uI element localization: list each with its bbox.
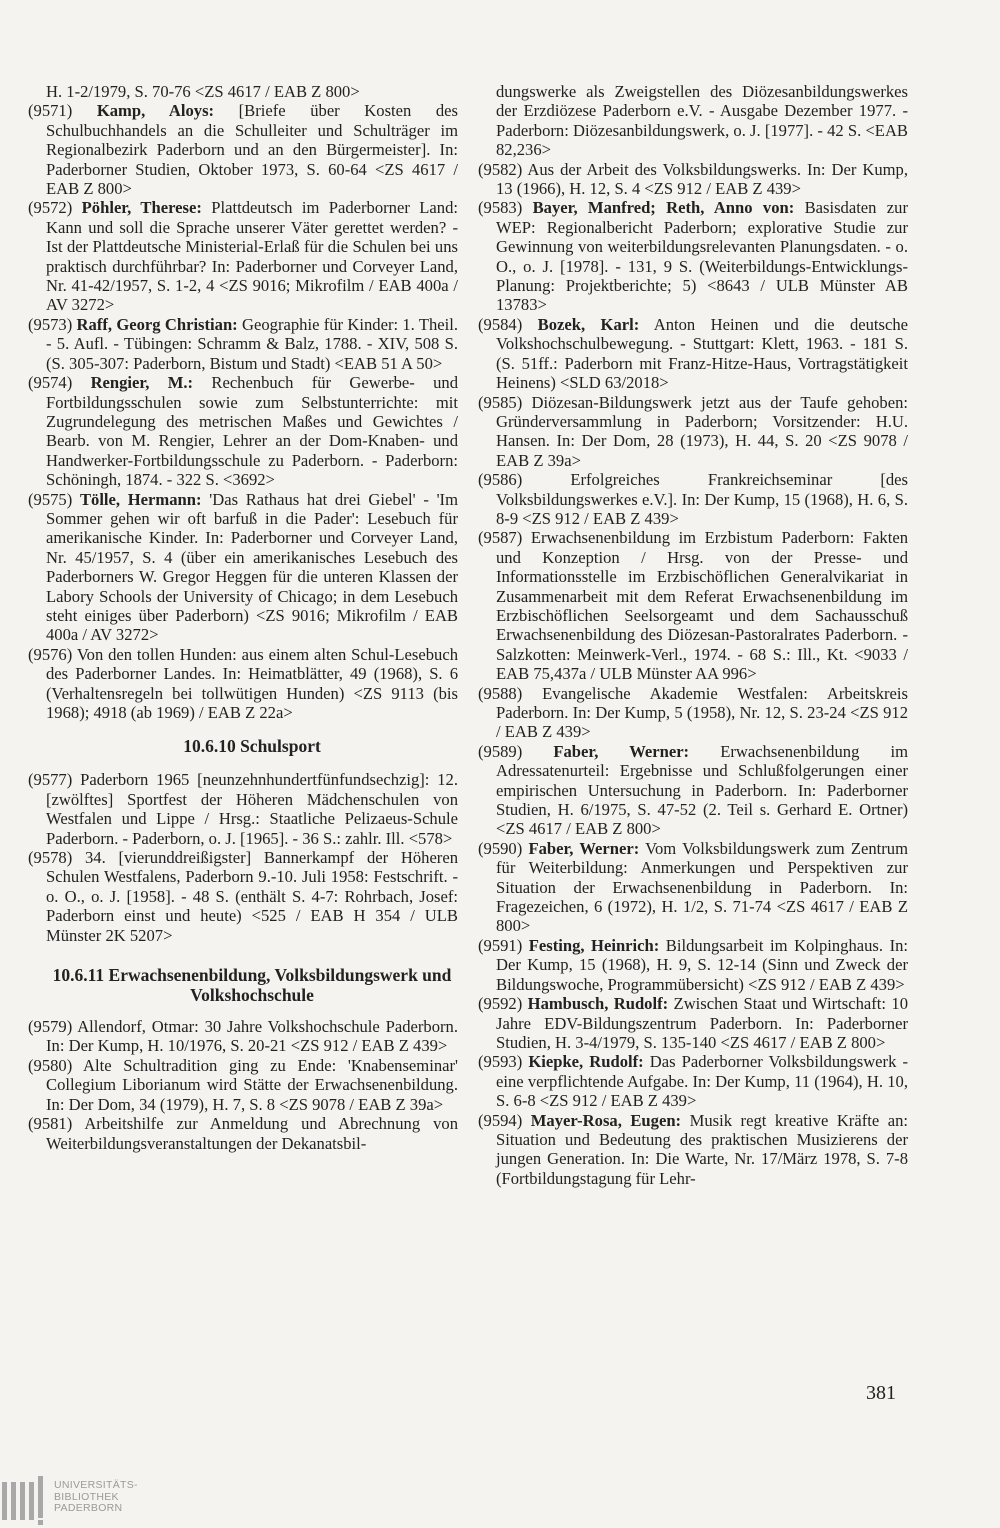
entry-9590: (9590) Faber, Werner: Vom Volksbildungswerk zum Zentrum für Weiterbildung: Anmerkungen und Perspektiven zur Situation der Erwachsenenbildung in Paderborn. In: Fragezeichen, 6 (1972), H. 1/2, S. 71-74 <ZS 4617 / EAB Z 800> xyxy=(478,838,909,936)
entry-9580: (9580) Alte Schultradition ging zu Ende: 'Knabenseminar' Collegium Liborianum wird Stätte der Erwachsenenbildung. In: Der Dom, 34 (1979), H. 7, S. 8 <ZS 9078 / EAB Z 39a> xyxy=(28,1055,458,1114)
entry-9588: (9588) Evangelische Akademie Westfalen: Arbeitskreis Paderborn. In: Der Kump, 5 (1958), Nr. 12, S. 23-24 <ZS 912 / EAB Z 439> xyxy=(478,683,908,742)
entry-9586: (9586) Erfolgreiches Frankreichseminar [des Volksbildungswerkes e.V.]. In: Der Kump, 15 (1968), H. 6, S. 8-9 <ZS 912 / EAB Z 439> xyxy=(478,470,909,528)
section-heading-schulsport: 10.6.10 Schulsport xyxy=(183,736,321,757)
entry-9594: (9594) Mayer-Rosa, Eugen: Musik regt kreative Kräfte an: Situation und Bedeutung des praktischen Musizierens der jungen Generation. In: Die Warte, Nr. 17/März 1978, S. 7-8 (Fortbildungstagung für Lehr- xyxy=(478,1110,908,1188)
entry-9575: (9575) Tölle, Hermann: 'Das Rathaus hat drei Giebel' - 'Im Sommer gehen wir oft barfuß in die Pader': Lesebuch für amerikanische Kinder. In: Paderborner und Corveyer Land, Nr. 45/1957, S. 4 (über ein amerikanisches Lesebuch des Paderborners W. Gregor Heggen für die unteren Klassen der Labory Schools der University of Chicago; in dem Lesebuch steht einiges über Paderborn) <ZS 9016; Mikrofilm / EAB 400a / AV 3272> xyxy=(28,489,458,645)
entry-9581: (9581) Arbeitshilfe zur Anmeldung und Abrechnung von Weiterbildungsveranstaltungen der Dekanatsbil- xyxy=(28,1114,458,1153)
library-name-line2: BIBLIOTHEK xyxy=(54,1490,119,1503)
entry-continuation: dungswerke als Zweigstellen des Diözesanbildungswerkes der Erzdiözese Paderborn e.V. - Ausgabe Dezember 1977. - Paderborn: Diözesanbildungswerk, o. J. [1977]. - 42 S. <EAB 82,236> xyxy=(496,82,908,160)
entry-9584: (9584) Bozek, Karl: Anton Heinen und die deutsche Volkshochschulbewegung. - Stuttgart: Klett, 1963. - 181 S. (S. 51ff.: Paderborn mit Franz-Hitze-Haus, Vortragstätigkeit Heinens) <SLD 63/2018> xyxy=(478,314,909,393)
right-column xyxy=(478,82,908,1188)
library-name-line1: UNIVERSITÄTS- xyxy=(54,1479,138,1491)
entry-9582: (9582) Aus der Arbeit des Volksbildungswerks. In: Der Kump, 13 (1966), H. 12, S. 4 <ZS 912 / EAB Z 439> xyxy=(478,159,908,199)
entry-9571: (9571) Kamp, Aloys: [Briefe über Kosten des Schulbuchhandels an die Schulleiter und Schulträger im Regionalbezirk Paderborn und an den Bürgermeister]. In: Paderborner Studien, Oktober 1973, S. 60-64 <ZS 4617 / EAB Z 800> xyxy=(28,101,459,199)
entry-9587: (9587) Erwachsenenbildung im Erzbistum Paderborn: Fakten und Konzeption / Hrsg. von der Presse- und Informationsstelle im Erzbischöflichen Generalvikariat in Zusammenarbeit mit dem Referat Erwachsenenbildung im Erzbischöflichen Seelsorgeamt und dem Sachausschuß Erwachsenenbildung des Diözesan-Pastoralrates Paderborn. - Salzkotten: Meinwerk-Verl., 1974. - 68 S.: Ill., Kt. <9033 / EAB 75,437a / ULB Münster AA 996> xyxy=(478,528,909,684)
library-footer xyxy=(0,1474,1000,1528)
entry-9577: (9577) Paderborn 1965 [neunzehnhundertfünfundsechzig]: 12. [zwölftes] Sportfest der Höheren Mädchenschulen von Westfalen und Lippe / Hrsg.: Staatliche Pelizaeus-Schule Paderborn. - Paderborn, o. J. [1965]. - 36 S.: zahlr. Ill. <578> xyxy=(28,770,458,848)
entry-9589: (9589) Faber, Werner: Erwachsenenbildung im Adressatenurteil: Ergebnisse und Schlußfolgerungen einer empirischen Untersuchung in Paderborn. In: Paderborner Studien, H. 6/1975, S. 47-52 (2. Teil s. Gerhard E. Ortner) <ZS 4617 / EAB Z 800> xyxy=(478,741,908,839)
entry-continuation: H. 1-2/1979, S. 70-76 <ZS 4617 / EAB Z 800> xyxy=(46,82,360,101)
entry-9576: (9576) Von den tollen Hunden: aus einem alten Schul-Lesebuch des Paderborner Landes. In: Heimatblätter, 49 (1968), S. 6 (Verhaltensregeln bei tollwütigen Hunden) <ZS 9113 (bis 1968); 4918 (ab 1969) / EAB Z 22a> xyxy=(28,644,459,722)
section-heading-erwachsenenbildung: 10.6.11 Erwachsenenbildung, Volksbildungswerk und Volkshochschule xyxy=(52,965,452,1006)
library-logo-icon xyxy=(2,1476,48,1526)
library-name xyxy=(54,1480,138,1515)
page-number: 381 xyxy=(866,1382,896,1404)
entry-9593: (9593) Kiepke, Rudolf: Das Paderborner Volksbildungswerk - eine verpflichtende Aufgabe. In: Der Kump, 11 (1964), H. 10, S. 6-8 <ZS 912 / EAB Z 439> xyxy=(478,1052,908,1111)
entry-9583: (9583) Bayer, Manfred; Reth, Anno von: Basisdaten zur WEP: Regionalbericht Paderborn; explorative Studie zur Gewinnung von weiterbildungsrelevanten Planungsdaten. - o. O., o. J. [1978]. - 131, 9 S. (Weiterbildungs-Entwicklungs-Planung: Projektberichte; 5) <8643 / ULB Münster AB 13783> xyxy=(478,198,908,315)
entry-9592: (9592) Hambusch, Rudolf: Zwischen Staat und Wirtschaft: 10 Jahre EDV-Bildungszentrum Paderborn. In: Paderborner Studien, H. 3-4/1979, S. 135-140 <ZS 4617 / EAB Z 800> xyxy=(478,994,909,1052)
library-name-line3: PADERBORN xyxy=(54,1502,123,1514)
entry-9574: (9574) Rengier, M.: Rechenbuch für Gewerbe- und Fortbildungsschulen sowie zum Selbstunterrichte: mit Zugrundelegung des metrischen Maßes und Gewichtes / Bearb. von M. Rengier, Lehrer an der Dom-Knaben- und Handwerker-Fortbildungsschule zu Paderborn. - Paderborn: Schöningh, 1874. - 322 S. <3692> xyxy=(28,373,458,490)
entry-9578: (9578) 34. [vierunddreißigster] Bannerkampf der Höheren Schulen Westfalens, Paderborn 9.-10. Juli 1958: Festschrift. - o. O., o. J. [1958]. - 48 S. (enthält S. 4-7: Rohrbach, Josef: Paderborn einst und heute) <525 / EAB H 354 / ULB Münster 2K 5207> xyxy=(28,848,458,945)
entry-9573: (9573) Raff, Georg Christian: Geographie für Kinder: 1. Theil. - 5. Aufl. - Tübingen: Schramm & Balz, 1788. - XIV, 508 S. (S. 305-307: Paderborn, Bistum und Stadt) <EAB 51 A 50> xyxy=(28,314,459,373)
entry-9591: (9591) Festing, Heinrich: Bildungsarbeit im Kolpinghaus. In: Der Kump, 15 (1968), H. 9, S. 12-14 (Sinn und Zweck der Bildungswoche, Programmübersicht) <ZS 912 / EAB Z 439> xyxy=(478,935,908,994)
left-column xyxy=(28,82,458,1153)
entry-9585: (9585) Diözesan-Bildungswerk jetzt aus der Taufe gehoben: Gründerversammlung in Paderborn; Vorsitzender: H.U. Hansen. In: Der Dom, 28 (1973), H. 44, S. 20 <ZS 9078 / EAB Z 39a> xyxy=(478,392,908,470)
entry-9572: (9572) Pöhler, Therese: Plattdeutsch im Paderborner Land: Kann und soll die Sprache unserer Väter gerettet werden? - Ist der Plattdeutsche Ministerial-Erlaß für die Schulen bei uns praktisch durchführbar? In: Paderborner und Corveyer Land, Nr. 41-42/1957, S. 1-2, 4 <ZS 9016; Mikrofilm / EAB 400a / AV 3272> xyxy=(28,198,458,315)
entry-9579: (9579) Allendorf, Otmar: 30 Jahre Volkshochschule Paderborn. In: Der Kump, H. 10/1976, S. 20-21 <ZS 912 / EAB Z 439> xyxy=(28,1017,458,1056)
